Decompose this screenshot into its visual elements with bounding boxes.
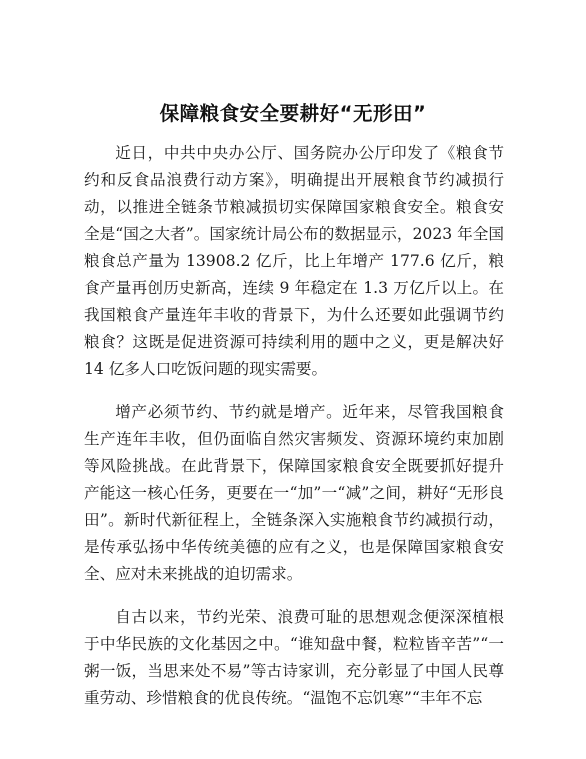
- paragraph-3: 自古以来，节约光荣、浪费可耻的思想观念便深深植根于中华民族的文化基因之中。“谁知盘中餐，粒粒皆辛苦”“一粥一饭，当思来处不易”等古诗家训，充分彰显了中国人民尊重劳动、珍惜粮食的优良传统。“温饱不忘饥寒”“丰年不忘: [84, 608, 504, 707]
- document-body: [84, 140, 504, 712]
- document-title: 保障粮食安全要耕好“无形田”: [159, 102, 427, 125]
- paragraph-2: 增产必须节约、节约就是增产。近年来，尽管我国粮食生产连年丰收，但仍面临自然灾害频发、资源环境约束加剧等风险挑战。在此背景下，保障国家粮食安全既要抓好提升产能这一核心任务，更要在一“加”一“减”之间，耕好“无形良田”。新时代新征程上，全链条深入实施粮食节约减损行动，是传承弘扬中华传统美德的应有之义，也是保障国家粮食安全、应对未来挑战的迫切需求。: [84, 403, 504, 583]
- paragraph-1: 近日，中共中央办公厅、国务院办公厅印发了《粮食节约和反食品浪费行动方案》，明确提出开展粮食节约减损行动，以推进全链条节粮减损切实保障国家粮食安全。粮食安全是“国之大者”。国家统计局公布的数据显示，2023 年全国粮食总产量为 13908.2 亿斤，比上年增产 177.6 亿斤，粮食产量再创历史新高，连续 9 年稳定在 1.3 万亿斤以上。在我国粮食产量连年丰收的背景下，为什么还要如此强调节约粮食？这既是促进资源可持续利用的题中之义，更是解决好 14 亿多人口吃饭问题的现实需要。: [84, 144, 504, 378]
